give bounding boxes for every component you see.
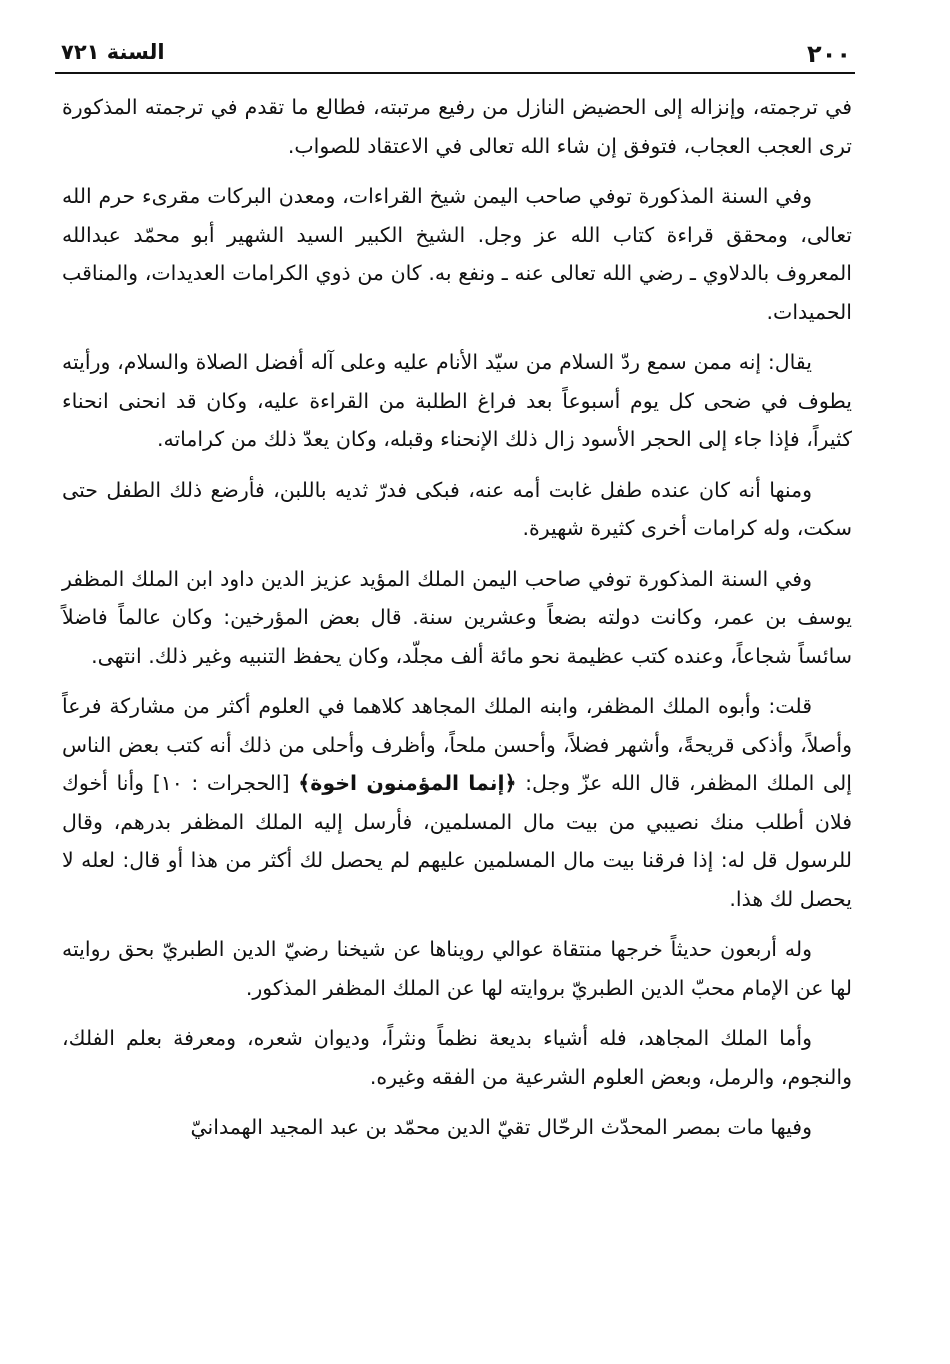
- running-title: السنة ٧٢١: [61, 40, 165, 64]
- paragraph: وفيها مات بمصر المحدّث الرحّال تقيّ الدين محمّد بن عبد المجيد الهمدانيّ: [190, 1115, 812, 1139]
- paragraph: ومنها أنه كان عنده طفل غابت أمه عنه، فبكى فدرّ ثديه باللبن، فأرضع ذلك الطفل حتى سكت، وله كرامات أخرى كثيرة شهيرة.: [62, 477, 852, 540]
- paragraph: وفي السنة المذكورة توفي صاحب اليمن الملك المؤيد عزيز الدين داود ابن الملك المظفر يوسف بن عمر، وكانت دولته بضعاً وعشرين سنة. قال بعض المؤرخين: وكان عالماً فاضلاً سائساً شجاعاً، وعنده كتب عظيمة نحو مائة ألف مجلّد، وكان يحفظ التنبيه وغير ذلك. انتهى.: [62, 566, 852, 668]
- paragraph: وأما الملك المجاهد، فله أشياء بديعة نظماً ونثراً، وديوان شعره، ومعرفة بعلم الفلك، والنجوم، والرمل، وبعض العلوم الشرعية من الفقه وغيره.: [62, 1026, 852, 1089]
- paragraph-text: قلت: وأبوه الملك المظفر، وابنه الملك المجاهد كلاهما في العلوم أكثر من مشاركة فرعاً وأصلاً، وأذكى قريحةً، وأشهر فضلاً، وأحسن ملحاً، وأظرف وأحلى من ذلك أنه كتب بعض الناس إلى الملك المظفر، قال الله عزّ وجل:: [62, 694, 853, 795]
- paragraph: [62, 687, 852, 918]
- paragraph: في ترجمته، وإنزاله إلى الحضيض النازل من رفيع مرتبته، فطالع ما تقدم في ترجمته المذكورة ترى العجب العجاب، فتوفق إن شاء الله تعالى في الاعتقاد للصواب.: [62, 95, 852, 158]
- page-header: [55, 36, 855, 74]
- quran-quote: ﴿إنما المؤمنون اخوة﴾: [298, 771, 517, 795]
- page-number: ٢٠٠: [807, 40, 851, 68]
- body-text: [62, 88, 852, 1159]
- paragraph-text: [الحجرات : ١٠] وأنا أخوك فلان أطلب منك نصيبي من بيت مال المسلمين، فأرسل إليه الملك المظفر بدرهم، وقال للرسول قل له: إذا فرقنا بيت مال المسلمين عليهم لم يحصل لك أكثر من هذا أو قال: لعله لا يحصل لك هذا.: [62, 771, 852, 911]
- paragraph: يقال: إنه ممن سمع ردّ السلام من سيّد الأنام عليه وعلى آله أفضل الصلاة والسلام، ورأيته يطوف في ضحى كل يوم أسبوعاً بعد فراغ الطلبة من القراءة عليه، وكان قد انحنى انحناء كثيراً، فإذا جاء إلى الحجر الأسود زال ذلك الإنحناء وقبله، وكان يعدّ ذلك من كراماته.: [62, 350, 852, 451]
- paragraph: وله أربعون حديثاً خرجها منتقاة عوالي رويناها عن شيخنا رضيّ الدين الطبريّ بحق روايته لها عن الإمام محبّ الدين الطبريّ بروايته لها عن الملك المظفر المذكور.: [62, 937, 852, 1000]
- paragraph: وفي السنة المذكورة توفي صاحب اليمن شيخ القراءات، ومعدن البركات مقرىء حرم الله تعالى، ومحقق قراءة كتاب الله عز وجل. الشيخ الكبير السيد الشهير أبو محمّد عبدالله المعروف بالدلاوي ـ رضي الله تعالى عنه ـ ونفع به. كان من ذوي الكرامات العديدات، والمناقب الحميدات.: [62, 184, 852, 324]
